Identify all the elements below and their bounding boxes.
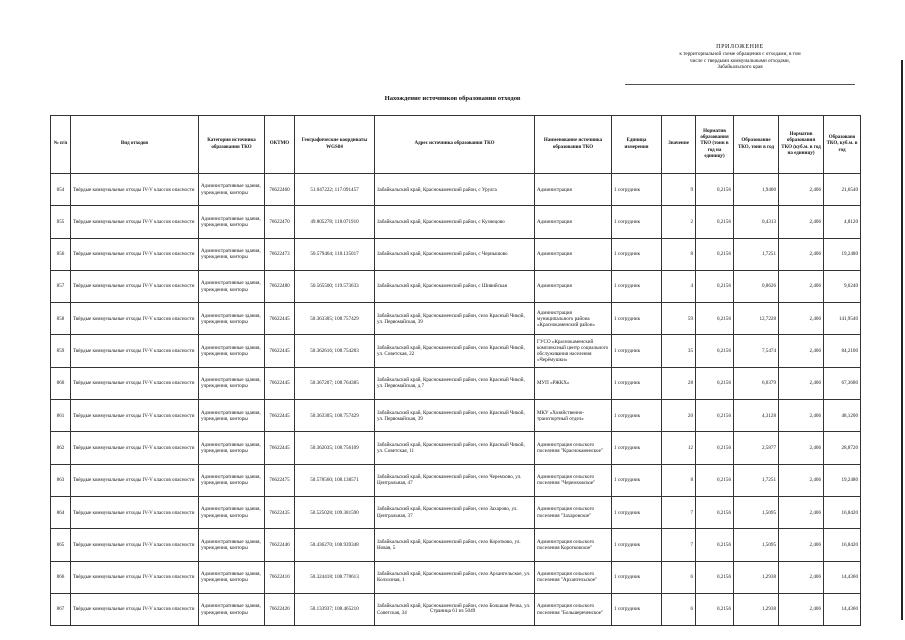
cell-norm-m3: 2,406 xyxy=(779,238,824,270)
cell-address: Забайкальский край, Краснокаменский район, с Чернышово xyxy=(375,238,535,270)
cell-category: Административные здания, учреждения, конторы xyxy=(199,529,265,561)
cell-num: 858 xyxy=(51,303,71,335)
cell-address: Забайкальский край, Краснокаменский район, село Красный Чикой, ул. Советская, 11 xyxy=(375,432,535,464)
cell-category: Административные здания, учреждения, конторы xyxy=(199,496,265,528)
cell-norm: 0,2156 xyxy=(696,400,734,432)
cell-value: 4 xyxy=(662,270,696,302)
header-tons: Образование ТКО, тонн в год xyxy=(734,116,779,174)
table-row xyxy=(51,367,861,399)
cell-waste: Твёрдые коммунальные отходы IV-V классов опасности xyxy=(71,206,199,238)
cell-waste: Твёрдые коммунальные отходы IV-V классов опасности xyxy=(71,238,199,270)
cell-unit: 1 сотрудник xyxy=(612,303,662,335)
cell-source: Администрация xyxy=(535,206,612,238)
cell-oktmo: 76622445 xyxy=(265,367,295,399)
cell-num: 867 xyxy=(51,593,71,625)
cell-norm-m3: 2,406 xyxy=(779,303,824,335)
cell-unit: 1 сотрудник xyxy=(612,529,662,561)
table-row xyxy=(51,206,861,238)
cell-num: 856 xyxy=(51,238,71,270)
cell-oktmo: 76622420 xyxy=(265,593,295,625)
cell-value: 7 xyxy=(662,529,696,561)
cell-norm: 0,2156 xyxy=(696,174,734,206)
cell-m3: 16,8420 xyxy=(824,529,861,561)
cell-num: 866 xyxy=(51,561,71,593)
cell-coords: 50.565500; 119.573633 xyxy=(295,270,375,302)
cell-category: Административные здания, учреждения, конторы xyxy=(199,335,265,367)
cell-value: 28 xyxy=(662,367,696,399)
cell-oktmo: 76622473 xyxy=(265,238,295,270)
annex-line-3: Забайкальского края xyxy=(717,64,763,71)
cell-m3: 14,4360 xyxy=(824,593,861,625)
cell-oktmo: 76622440 xyxy=(265,529,295,561)
table-row xyxy=(51,270,861,302)
table-row xyxy=(51,464,861,496)
header-m3: Образовано ТКО, куб.м. в год xyxy=(824,116,861,174)
cell-coords: 50.525028; 109.381590 xyxy=(295,496,375,528)
cell-m3: 19,2480 xyxy=(824,238,861,270)
table-row xyxy=(51,400,861,432)
document-title: Нахождение источников образования отходов xyxy=(384,95,521,102)
cell-tons: 1,5095 xyxy=(734,529,779,561)
cell-value: 35 xyxy=(662,335,696,367)
annex-block xyxy=(625,44,855,71)
cell-m3: 14,4360 xyxy=(824,561,861,593)
cell-norm-m3: 2,406 xyxy=(779,464,824,496)
cell-norm: 0,2156 xyxy=(696,303,734,335)
cell-address: Забайкальский край, Краснокаменский район, село Черемхово, ул. Центральная, 47 xyxy=(375,464,535,496)
table-row xyxy=(51,238,861,270)
cell-coords: 50.363305; 108.757429 xyxy=(295,400,375,432)
header-category: Категория источника образования ТКО xyxy=(199,116,265,174)
cell-coords: 51.047222; 117.091457 xyxy=(295,174,375,206)
cell-oktmo: 76622480 xyxy=(265,270,295,302)
cell-num: 861 xyxy=(51,400,71,432)
cell-waste: Твёрдые коммунальные отходы IV-V классов опасности xyxy=(71,529,199,561)
header-oktmo: ОКТМО xyxy=(265,116,295,174)
cell-source: МКУ «Хозяйственно-транспортный отдел» xyxy=(535,400,612,432)
annex-line-2: числе с твердыми коммунальными отходами, xyxy=(689,57,790,64)
cell-category: Административные здания, учреждения, конторы xyxy=(199,367,265,399)
annex-rule xyxy=(625,84,855,85)
cell-num: 859 xyxy=(51,335,71,367)
cell-address: Забайкальский край, Краснокаменский район, с Кузнецово xyxy=(375,206,535,238)
cell-m3: 21,6540 xyxy=(824,174,861,206)
cell-oktmo: 76622475 xyxy=(265,464,295,496)
cell-waste: Твёрдые коммунальные отходы IV-V классов опасности xyxy=(71,303,199,335)
cell-num: 855 xyxy=(51,206,71,238)
cell-norm-m3: 2,406 xyxy=(779,432,824,464)
cell-num: 854 xyxy=(51,174,71,206)
cell-address: Забайкальский край, Краснокаменский район, село Красный Чикой, ул. Первомайская, 39 xyxy=(375,303,535,335)
cell-tons: 0,8626 xyxy=(734,270,779,302)
cell-category: Административные здания, учреждения, конторы xyxy=(199,593,265,625)
header-waste: Вид отходов xyxy=(71,116,199,174)
page-footer: Страница 61 из 5049 xyxy=(429,608,476,614)
cell-value: 8 xyxy=(662,238,696,270)
cell-category: Административные здания, учреждения, конторы xyxy=(199,400,265,432)
cell-value: 9 xyxy=(662,174,696,206)
cell-tons: 2,5877 xyxy=(734,432,779,464)
cell-unit: 1 сотрудник xyxy=(612,561,662,593)
cell-norm-m3: 2,406 xyxy=(779,400,824,432)
cell-norm: 0,2156 xyxy=(696,238,734,270)
table-row xyxy=(51,174,861,206)
cell-coords: 50.578560; 108.138571 xyxy=(295,464,375,496)
cell-waste: Твёрдые коммунальные отходы IV-V классов опасности xyxy=(71,561,199,593)
cell-tons: 1,2938 xyxy=(734,593,779,625)
cell-address: Забайкальский край, Краснокаменский район, с Урулга xyxy=(375,174,535,206)
table-row xyxy=(51,335,861,367)
cell-norm-m3: 2,406 xyxy=(779,174,824,206)
cell-source: ГУСО «Краснокаменский комплексный центр социального обслуживания населения «Черёмушки» xyxy=(535,335,612,367)
cell-oktmo: 76622445 xyxy=(265,432,295,464)
cell-address: Забайкальский край, Краснокаменский район, село Красный Чикой, ул. Первомайская, 39 xyxy=(375,400,535,432)
cell-source: Администрация сельского поселения Коротковское" xyxy=(535,529,612,561)
cell-m3: 28,8720 xyxy=(824,432,861,464)
cell-category: Административные здания, учреждения, конторы xyxy=(199,303,265,335)
cell-norm: 0,2156 xyxy=(696,206,734,238)
cell-value: 59 xyxy=(662,303,696,335)
cell-norm-m3: 2,406 xyxy=(779,335,824,367)
cell-source: Администрация муниципального района «Краснокаменский район» xyxy=(535,303,612,335)
cell-coords: 50.133937; 108.465210 xyxy=(295,593,375,625)
cell-tons: 4,3128 xyxy=(734,400,779,432)
cell-value: 2 xyxy=(662,206,696,238)
cell-num: 857 xyxy=(51,270,71,302)
cell-unit: 1 сотрудник xyxy=(612,367,662,399)
cell-m3: 48,1200 xyxy=(824,400,861,432)
cell-norm-m3: 2,406 xyxy=(779,561,824,593)
cell-norm-m3: 2,406 xyxy=(779,529,824,561)
cell-norm: 0,2156 xyxy=(696,496,734,528)
cell-source: Администрация xyxy=(535,270,612,302)
cell-oktmo: 76622460 xyxy=(265,174,295,206)
cell-source: Администрация сельского поселения "Большереченское" xyxy=(535,593,612,625)
scan-edge-line xyxy=(901,60,903,620)
cell-address: Забайкальский край, Краснокаменский район, село Захарово, ул. Центральная, 37 xyxy=(375,496,535,528)
header-norm-m3: Норматив образования ТКО (куб.м. в год на единицу) xyxy=(779,116,824,174)
cell-category: Административные здания, учреждения, конторы xyxy=(199,206,265,238)
cell-category: Административные здания, учреждения, конторы xyxy=(199,238,265,270)
cell-coords: 50.362616; 108.754283 xyxy=(295,335,375,367)
cell-norm: 0,2156 xyxy=(696,367,734,399)
header-norm: Норматив образования ТКО (тонн в год на единицу) xyxy=(696,116,734,174)
cell-norm: 0,2156 xyxy=(696,335,734,367)
cell-value: 6 xyxy=(662,561,696,593)
header-address: Адрес источника образования ТКО xyxy=(375,116,535,174)
cell-source: Администрация сельского поселения "Архангельское" xyxy=(535,561,612,593)
cell-tons: 6,0379 xyxy=(734,367,779,399)
cell-norm-m3: 2,406 xyxy=(779,496,824,528)
cell-unit: 1 сотрудник xyxy=(612,400,662,432)
cell-value: 6 xyxy=(662,593,696,625)
cell-waste: Твёрдые коммунальные отходы IV-V классов опасности xyxy=(71,174,199,206)
table-row xyxy=(51,561,861,593)
cell-coords: 50.362035; 108.756109 xyxy=(295,432,375,464)
cell-unit: 1 сотрудник xyxy=(612,496,662,528)
cell-value: 12 xyxy=(662,432,696,464)
table-row xyxy=(51,496,861,528)
cell-num: 863 xyxy=(51,464,71,496)
cell-m3: 141,9540 xyxy=(824,303,861,335)
cell-category: Административные здания, учреждения, конторы xyxy=(199,464,265,496)
table-row xyxy=(51,303,861,335)
cell-unit: 1 сотрудник xyxy=(612,432,662,464)
cell-tons: 12,7228 xyxy=(734,303,779,335)
cell-coords: 50.367207; 108.764385 xyxy=(295,367,375,399)
cell-tons: 1,5095 xyxy=(734,496,779,528)
cell-value: 8 xyxy=(662,464,696,496)
cell-coords: 50.324418; 108.770613 xyxy=(295,561,375,593)
cell-waste: Твёрдые коммунальные отходы IV-V классов опасности xyxy=(71,464,199,496)
cell-norm: 0,2156 xyxy=(696,270,734,302)
cell-waste: Твёрдые коммунальные отходы IV-V классов опасности xyxy=(71,270,199,302)
cell-waste: Твёрдые коммунальные отходы IV-V классов опасности xyxy=(71,593,199,625)
cell-m3: 16,8420 xyxy=(824,496,861,528)
cell-norm: 0,2156 xyxy=(696,432,734,464)
cell-oktmo: 76622445 xyxy=(265,303,295,335)
cell-unit: 1 сотрудник xyxy=(612,238,662,270)
header-value: Значение xyxy=(662,116,696,174)
cell-unit: 1 сотрудник xyxy=(612,174,662,206)
cell-norm-m3: 2,406 xyxy=(779,206,824,238)
sources-table xyxy=(50,115,861,626)
cell-waste: Твёрдые коммунальные отходы IV-V классов опасности xyxy=(71,496,199,528)
cell-tons: 7,5474 xyxy=(734,335,779,367)
table-row xyxy=(51,529,861,561)
cell-m3: 67,3680 xyxy=(824,367,861,399)
cell-address: Забайкальский край, Краснокаменский район, село Красный Чикой, ул. Первомайская, д.7 xyxy=(375,367,535,399)
cell-address: Забайкальский край, Краснокаменский район, село Архангельское, ул. Колхозная, 1 xyxy=(375,561,535,593)
cell-value: 20 xyxy=(662,400,696,432)
header-coords: Географические координаты WGS84 xyxy=(295,116,375,174)
cell-m3: 19,2480 xyxy=(824,464,861,496)
cell-source: Администрация xyxy=(535,174,612,206)
cell-waste: Твёрдые коммунальные отходы IV-V классов опасности xyxy=(71,432,199,464)
cell-oktmo: 76622445 xyxy=(265,400,295,432)
cell-category: Административные здания, учреждения, конторы xyxy=(199,270,265,302)
cell-source: Администрация сельского поселения "Захаровское" xyxy=(535,496,612,528)
cell-num: 862 xyxy=(51,432,71,464)
cell-norm-m3: 2,406 xyxy=(779,593,824,625)
cell-coords: 49.805278; 118.071910 xyxy=(295,206,375,238)
cell-waste: Твёрдые коммунальные отходы IV-V классов опасности xyxy=(71,367,199,399)
annex-line-1: к территориальной схеме обращения с отходами, в том xyxy=(679,50,801,57)
cell-unit: 1 сотрудник xyxy=(612,206,662,238)
cell-norm: 0,2156 xyxy=(696,529,734,561)
cell-oktmo: 76622435 xyxy=(265,496,295,528)
cell-coords: 50.436270; 108.939348 xyxy=(295,529,375,561)
cell-coords: 50.579464; 118.135017 xyxy=(295,238,375,270)
annex-title: ПРИЛОЖЕНИЕ xyxy=(716,44,764,50)
cell-unit: 1 сотрудник xyxy=(612,270,662,302)
cell-num: 864 xyxy=(51,496,71,528)
cell-norm: 0,2156 xyxy=(696,593,734,625)
cell-norm-m3: 2,406 xyxy=(779,367,824,399)
cell-source: Администрация xyxy=(535,238,612,270)
cell-oktmo: 76622410 xyxy=(265,561,295,593)
cell-address: Забайкальский край, Краснокаменский район, село Коротково, ул. Новая, 5 xyxy=(375,529,535,561)
cell-waste: Твёрдые коммунальные отходы IV-V классов опасности xyxy=(71,400,199,432)
cell-category: Административные здания, учреждения, конторы xyxy=(199,174,265,206)
cell-oktmo: 76622445 xyxy=(265,335,295,367)
table-row xyxy=(51,432,861,464)
cell-source: МУП «РЖКХ» xyxy=(535,367,612,399)
cell-tons: 1,9400 xyxy=(734,174,779,206)
cell-value: 7 xyxy=(662,496,696,528)
cell-source: Администрация сельского поселения "Краснокаменское" xyxy=(535,432,612,464)
cell-norm-m3: 2,406 xyxy=(779,270,824,302)
cell-num: 860 xyxy=(51,367,71,399)
cell-unit: 1 сотрудник xyxy=(612,464,662,496)
cell-norm: 0,2156 xyxy=(696,464,734,496)
cell-tons: 0,4313 xyxy=(734,206,779,238)
cell-address: Забайкальский край, Краснокаменский район, с Шивийская xyxy=(375,270,535,302)
cell-tons: 1,2938 xyxy=(734,561,779,593)
cell-oktmo: 76622470 xyxy=(265,206,295,238)
cell-address: Забайкальский край, Краснокаменский район, село Большая Речка, ул. Советская, 34 xyxy=(375,593,535,625)
cell-coords: 50.363305; 108.757429 xyxy=(295,303,375,335)
cell-num: 865 xyxy=(51,529,71,561)
cell-address: Забайкальский край, Краснокаменский район, село Красный Чикой, ул. Советская, 22 xyxy=(375,335,535,367)
cell-waste: Твёрдые коммунальные отходы IV-V классов опасности xyxy=(71,335,199,367)
cell-m3: 84,2100 xyxy=(824,335,861,367)
cell-unit: 1 сотрудник xyxy=(612,335,662,367)
header-source: Наименование источника образования ТКО xyxy=(535,116,612,174)
header-unit: Единица измерения xyxy=(612,116,662,174)
cell-unit: 1 сотрудник xyxy=(612,593,662,625)
cell-norm: 0,2156 xyxy=(696,561,734,593)
cell-m3: 9,6240 xyxy=(824,270,861,302)
cell-source: Администрация сельского поселения "Черемховское" xyxy=(535,464,612,496)
cell-tons: 1,7251 xyxy=(734,238,779,270)
cell-category: Административные здания, учреждения, конторы xyxy=(199,561,265,593)
cell-tons: 1,7251 xyxy=(734,464,779,496)
table-header-row xyxy=(51,116,861,174)
header-num: № п/п xyxy=(51,116,71,174)
cell-m3: 4,8120 xyxy=(824,206,861,238)
cell-category: Административные здания, учреждения, конторы xyxy=(199,432,265,464)
